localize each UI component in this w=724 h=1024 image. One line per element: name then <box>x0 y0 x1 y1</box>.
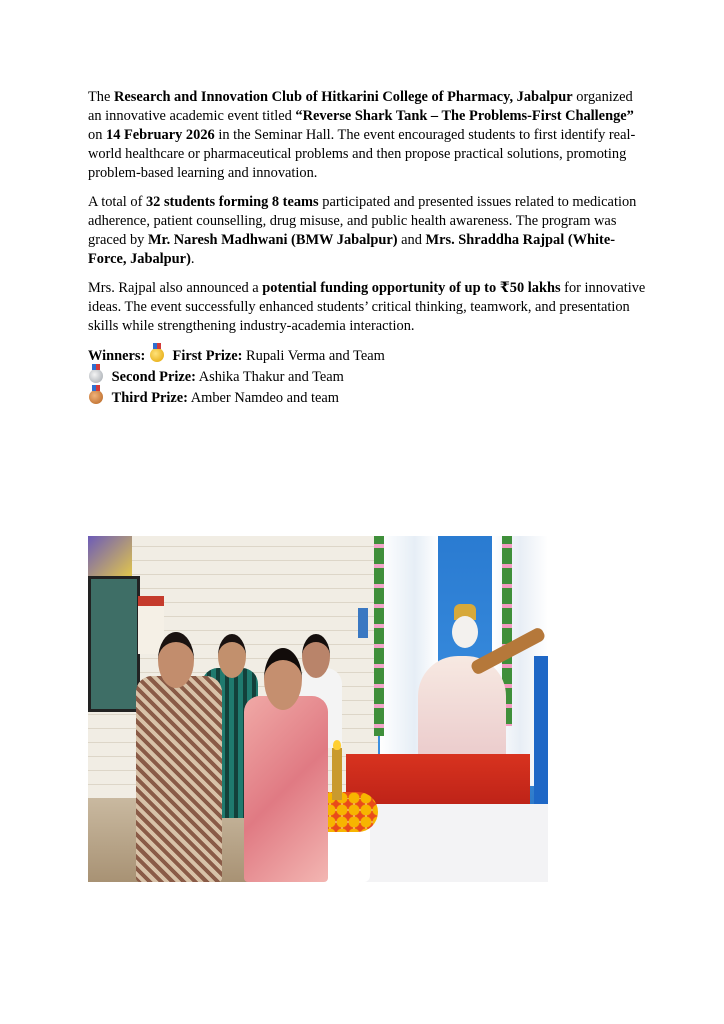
winner-third: Third Prize: Amber Namdeo and team <box>88 388 648 409</box>
winners-heading: Winners: <box>88 348 146 364</box>
photo-greenboard <box>88 576 140 712</box>
event-photo <box>88 536 548 882</box>
photo-garland-left <box>374 536 384 736</box>
photo-poster <box>88 536 132 578</box>
intro-paragraph: The Research and Innovation Club of Hitkarini College of Pharmacy, Jabalpur organized an innovative academic event titled “Reverse Shark Tank – The Problems-First Challenge” on 14 February 2026 in the Seminar Hall. The event encouraged students to first identify real-world healthcare or pharmaceutical problems and then propose practical solutions, promoting problem-based learning and innovation. <box>88 89 636 181</box>
photo-person-4 <box>244 696 328 882</box>
winner-second: Second Prize: Ashika Thakur and Team <box>88 367 648 388</box>
photo-person-1 <box>136 676 222 882</box>
photo-switchboard <box>358 608 368 638</box>
photo-person-4-head <box>264 648 302 710</box>
photo-idol-head <box>452 616 478 648</box>
bronze-medal-icon <box>89 390 103 404</box>
document-body <box>88 88 648 409</box>
photo-lamp-flame <box>333 740 341 750</box>
photo-person-1-head <box>158 632 194 688</box>
photo-oil-lamp <box>332 748 342 800</box>
photo-person-3-head <box>302 634 330 678</box>
gold-medal-icon <box>150 348 164 362</box>
silver-medal-icon <box>89 369 103 383</box>
photo-person-2-head <box>218 634 246 678</box>
funding-paragraph: Mrs. Rajpal also announced a potential funding opportunity of up to ₹50 lakhs for innovative ideas. The event successfully enhanced students’ critical thinking, teamwork, and presentation skills while strengthening industry-academia interaction. <box>88 280 646 334</box>
winners-list <box>88 346 648 409</box>
participation-paragraph: A total of 32 students forming 8 teams participated and presented issues related to medication adherence, patient counselling, drug misuse, and public health awareness. The program was graced by Mr. Naresh Madhwani (BMW Jabalpur) and Mrs. Shraddha Rajpal (White-Force, Jabalpur). <box>88 194 637 267</box>
winner-first: Winners: First Prize: Rupali Verma and Team <box>88 348 385 364</box>
